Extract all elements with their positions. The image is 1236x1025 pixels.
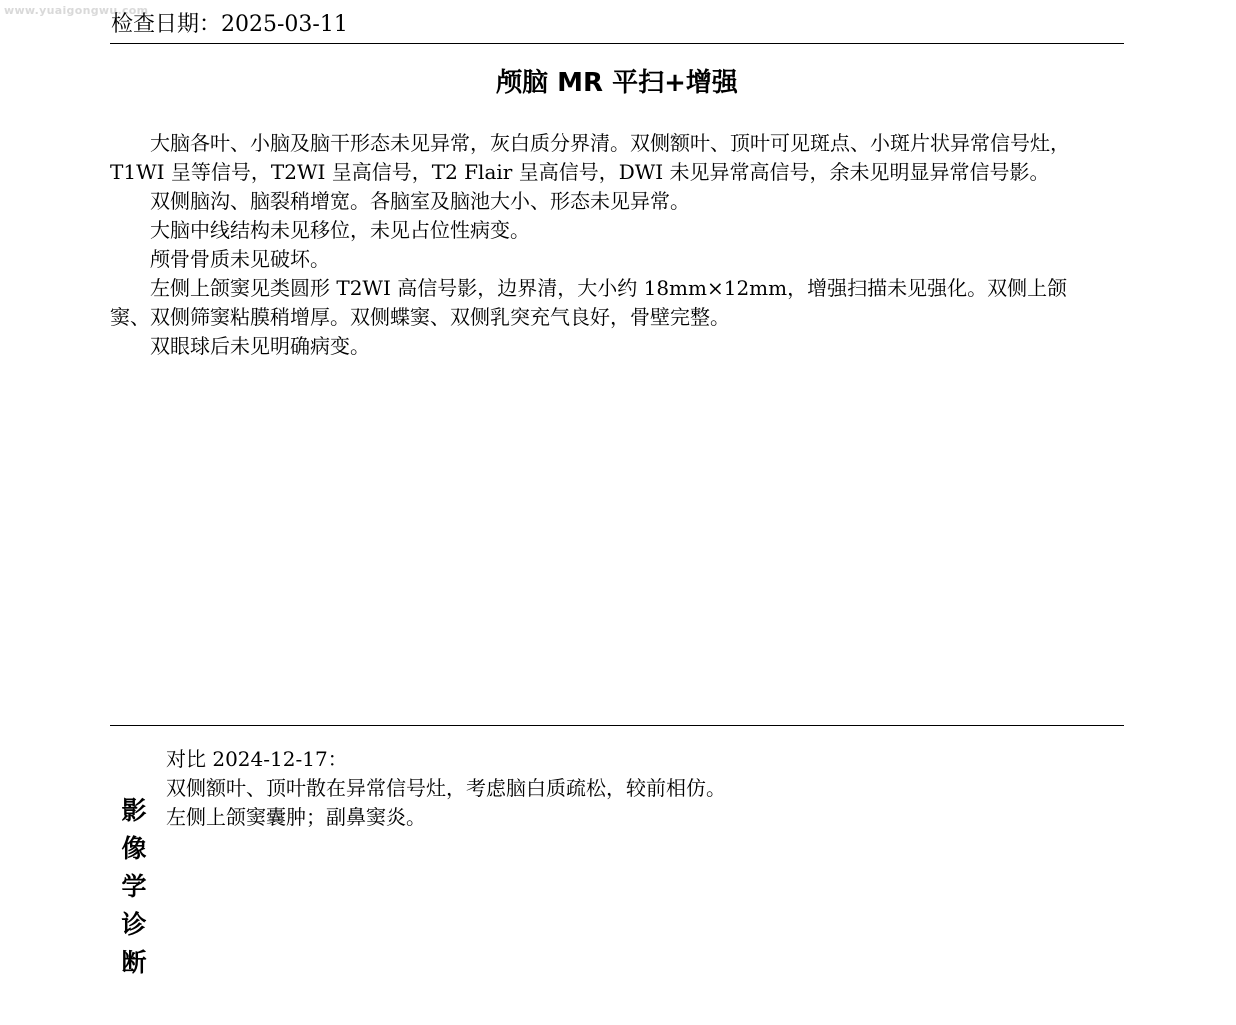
diagnosis-label-char: 诊 — [121, 910, 147, 939]
diagnosis-line: 双侧额叶、顶叶散在异常信号灶，考虑脑白质疏松，较前相仿。 — [166, 776, 726, 800]
diagnosis-label-char: 断 — [121, 948, 147, 977]
findings-paragraph: 左侧上颌窦见类圆形 T2WI 高信号影，边界清，大小约 18mm×12mm，增强扫描未见强化。双侧上颌窦、双侧筛窦粘膜稍增厚。双侧蝶窦、双侧乳突充气良好，骨壁完整。 — [110, 276, 1068, 329]
findings-section — [110, 129, 1084, 361]
diagnosis-line: 左侧上颌窦囊肿；副鼻窦炎。 — [166, 805, 426, 829]
watermark: www.yuaigongwu.com — [4, 4, 149, 17]
diagnosis-label-char: 学 — [121, 872, 147, 901]
findings-paragraph: 颅骨骨质未见破坏。 — [150, 247, 330, 271]
diagnosis-section — [166, 745, 1086, 832]
findings-paragraph: 大脑中线结构未见移位，未见占位性病变。 — [150, 218, 530, 242]
findings-paragraph: 大脑各叶、小脑及脑干形态未见异常，灰白质分界清。双侧额叶、顶叶可见斑点、小斑片状异常信号灶，T1WI 呈等信号，T2WI 呈高信号，T2 Flair 呈高信号，DWI 未见异常高信号，余未见明显异常信号影。 — [110, 131, 1070, 184]
diagnosis-line: 对比 2024-12-17： — [166, 747, 348, 771]
diagnosis-label-char: 像 — [121, 834, 147, 863]
diagnosis-label-char: 影 — [121, 796, 147, 825]
header-divider — [110, 43, 1124, 44]
findings-paragraph: 双眼球后未见明确病变。 — [150, 334, 370, 358]
diagnosis-label — [117, 792, 151, 982]
report-title: 颅脑 MR 平扫+增强 — [496, 68, 738, 98]
findings-paragraph: 双侧脑沟、脑裂稍增宽。各脑室及脑池大小、形态未见异常。 — [150, 189, 690, 213]
diagnosis-divider — [110, 725, 1124, 726]
exam-date: 检查日期：2025-03-11 — [111, 12, 348, 37]
